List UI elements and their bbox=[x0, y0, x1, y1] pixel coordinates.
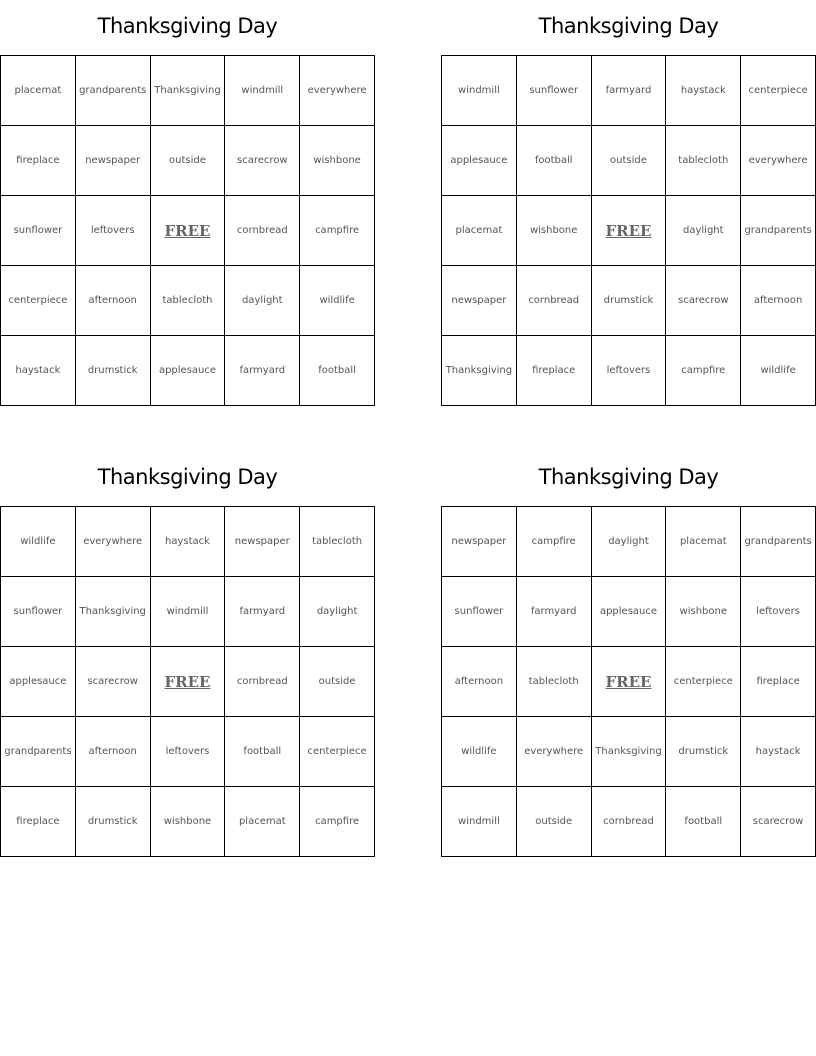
bingo-cell: farmyard bbox=[592, 56, 667, 126]
bingo-cell: placemat bbox=[666, 507, 741, 577]
bingo-cell: placemat bbox=[225, 787, 300, 857]
bingo-cell: newspaper bbox=[76, 126, 151, 196]
bingo-cell: outside bbox=[300, 647, 375, 717]
bingo-cell: everywhere bbox=[300, 56, 375, 126]
bingo-cell: windmill bbox=[442, 56, 517, 126]
bingo-cell: afternoon bbox=[442, 647, 517, 717]
bingo-cell: haystack bbox=[666, 56, 741, 126]
bingo-cell: sunflower bbox=[442, 577, 517, 647]
bingo-cell: wildlife bbox=[442, 717, 517, 787]
bingo-cell: haystack bbox=[741, 717, 816, 787]
bingo-cell: football bbox=[517, 126, 592, 196]
bingo-grid bbox=[0, 55, 375, 406]
bingo-cell: afternoon bbox=[76, 266, 151, 336]
bingo-cell: cornbread bbox=[517, 266, 592, 336]
free-space-cell: FREE bbox=[151, 196, 226, 266]
free-space-cell: FREE bbox=[592, 647, 667, 717]
bingo-cell: leftovers bbox=[741, 577, 816, 647]
bingo-cell: windmill bbox=[442, 787, 517, 857]
bingo-cell: newspaper bbox=[442, 507, 517, 577]
card-title: Thanksgiving Day bbox=[538, 14, 719, 38]
bingo-cell: applesauce bbox=[1, 647, 76, 717]
bingo-cell: farmyard bbox=[225, 577, 300, 647]
bingo-cell: leftovers bbox=[151, 717, 226, 787]
bingo-cell: daylight bbox=[592, 507, 667, 577]
bingo-cell: afternoon bbox=[741, 266, 816, 336]
card-title: Thanksgiving Day bbox=[97, 465, 278, 489]
bingo-cell: outside bbox=[151, 126, 226, 196]
bingo-cell: daylight bbox=[225, 266, 300, 336]
bingo-grid bbox=[0, 506, 375, 857]
bingo-cell: centerpiece bbox=[1, 266, 76, 336]
bingo-cell: grandparents bbox=[76, 56, 151, 126]
bingo-cell: sunflower bbox=[1, 577, 76, 647]
bingo-cell: haystack bbox=[1, 336, 76, 406]
bingo-cell: cornbread bbox=[592, 787, 667, 857]
free-space-cell: FREE bbox=[151, 647, 226, 717]
bingo-cell: placemat bbox=[442, 196, 517, 266]
bingo-cell: afternoon bbox=[76, 717, 151, 787]
bingo-cell: fireplace bbox=[517, 336, 592, 406]
bingo-grid bbox=[441, 55, 816, 406]
bingo-cell: drumstick bbox=[666, 717, 741, 787]
bingo-cell: sunflower bbox=[1, 196, 76, 266]
card-title: Thanksgiving Day bbox=[97, 14, 278, 38]
bingo-cell: tablecloth bbox=[517, 647, 592, 717]
bingo-cell: centerpiece bbox=[741, 56, 816, 126]
bingo-cell: scarecrow bbox=[76, 647, 151, 717]
bingo-cell: outside bbox=[517, 787, 592, 857]
bingo-cell: cornbread bbox=[225, 196, 300, 266]
bingo-cell: newspaper bbox=[225, 507, 300, 577]
free-space-cell: FREE bbox=[592, 196, 667, 266]
bingo-cell: farmyard bbox=[225, 336, 300, 406]
bingo-cell: tablecloth bbox=[151, 266, 226, 336]
bingo-cell: scarecrow bbox=[225, 126, 300, 196]
bingo-cell: scarecrow bbox=[666, 266, 741, 336]
bingo-cell: Thanksgiving bbox=[151, 56, 226, 126]
bingo-cell: daylight bbox=[666, 196, 741, 266]
bingo-cell: applesauce bbox=[442, 126, 517, 196]
bingo-cell: centerpiece bbox=[300, 717, 375, 787]
bingo-cell: everywhere bbox=[76, 507, 151, 577]
bingo-cell: outside bbox=[592, 126, 667, 196]
bingo-cell: wildlife bbox=[300, 266, 375, 336]
bingo-cell: campfire bbox=[666, 336, 741, 406]
bingo-cell: campfire bbox=[517, 507, 592, 577]
bingo-cell: everywhere bbox=[741, 126, 816, 196]
bingo-cell: windmill bbox=[151, 577, 226, 647]
bingo-cell: fireplace bbox=[741, 647, 816, 717]
bingo-cell: tablecloth bbox=[300, 507, 375, 577]
bingo-cell: drumstick bbox=[76, 787, 151, 857]
bingo-cell: everywhere bbox=[517, 717, 592, 787]
bingo-cell: grandparents bbox=[1, 717, 76, 787]
bingo-grid bbox=[441, 506, 816, 857]
bingo-cell: drumstick bbox=[76, 336, 151, 406]
bingo-cell: fireplace bbox=[1, 787, 76, 857]
bingo-cell: daylight bbox=[300, 577, 375, 647]
bingo-cell: wildlife bbox=[1, 507, 76, 577]
bingo-cell: football bbox=[225, 717, 300, 787]
bingo-cell: windmill bbox=[225, 56, 300, 126]
bingo-cell: campfire bbox=[300, 787, 375, 857]
bingo-cell: wishbone bbox=[300, 126, 375, 196]
bingo-cell: tablecloth bbox=[666, 126, 741, 196]
bingo-cell: cornbread bbox=[225, 647, 300, 717]
bingo-cell: grandparents bbox=[741, 196, 816, 266]
bingo-cell: wishbone bbox=[517, 196, 592, 266]
bingo-cell: farmyard bbox=[517, 577, 592, 647]
bingo-cell: fireplace bbox=[1, 126, 76, 196]
bingo-cell: Thanksgiving bbox=[592, 717, 667, 787]
bingo-cell: leftovers bbox=[76, 196, 151, 266]
bingo-cell: newspaper bbox=[442, 266, 517, 336]
bingo-cell: leftovers bbox=[592, 336, 667, 406]
bingo-cell: sunflower bbox=[517, 56, 592, 126]
bingo-cell: applesauce bbox=[151, 336, 226, 406]
bingo-cell: wildlife bbox=[741, 336, 816, 406]
card-title: Thanksgiving Day bbox=[538, 465, 719, 489]
bingo-cell: applesauce bbox=[592, 577, 667, 647]
bingo-cell: campfire bbox=[300, 196, 375, 266]
bingo-cell: football bbox=[666, 787, 741, 857]
bingo-cell: drumstick bbox=[592, 266, 667, 336]
bingo-cell: placemat bbox=[1, 56, 76, 126]
bingo-cell: Thanksgiving bbox=[76, 577, 151, 647]
bingo-cell: wishbone bbox=[151, 787, 226, 857]
bingo-cell: scarecrow bbox=[741, 787, 816, 857]
bingo-cell: haystack bbox=[151, 507, 226, 577]
bingo-cell: grandparents bbox=[741, 507, 816, 577]
bingo-cell: centerpiece bbox=[666, 647, 741, 717]
bingo-cell: football bbox=[300, 336, 375, 406]
bingo-cell: Thanksgiving bbox=[442, 336, 517, 406]
bingo-cell: wishbone bbox=[666, 577, 741, 647]
